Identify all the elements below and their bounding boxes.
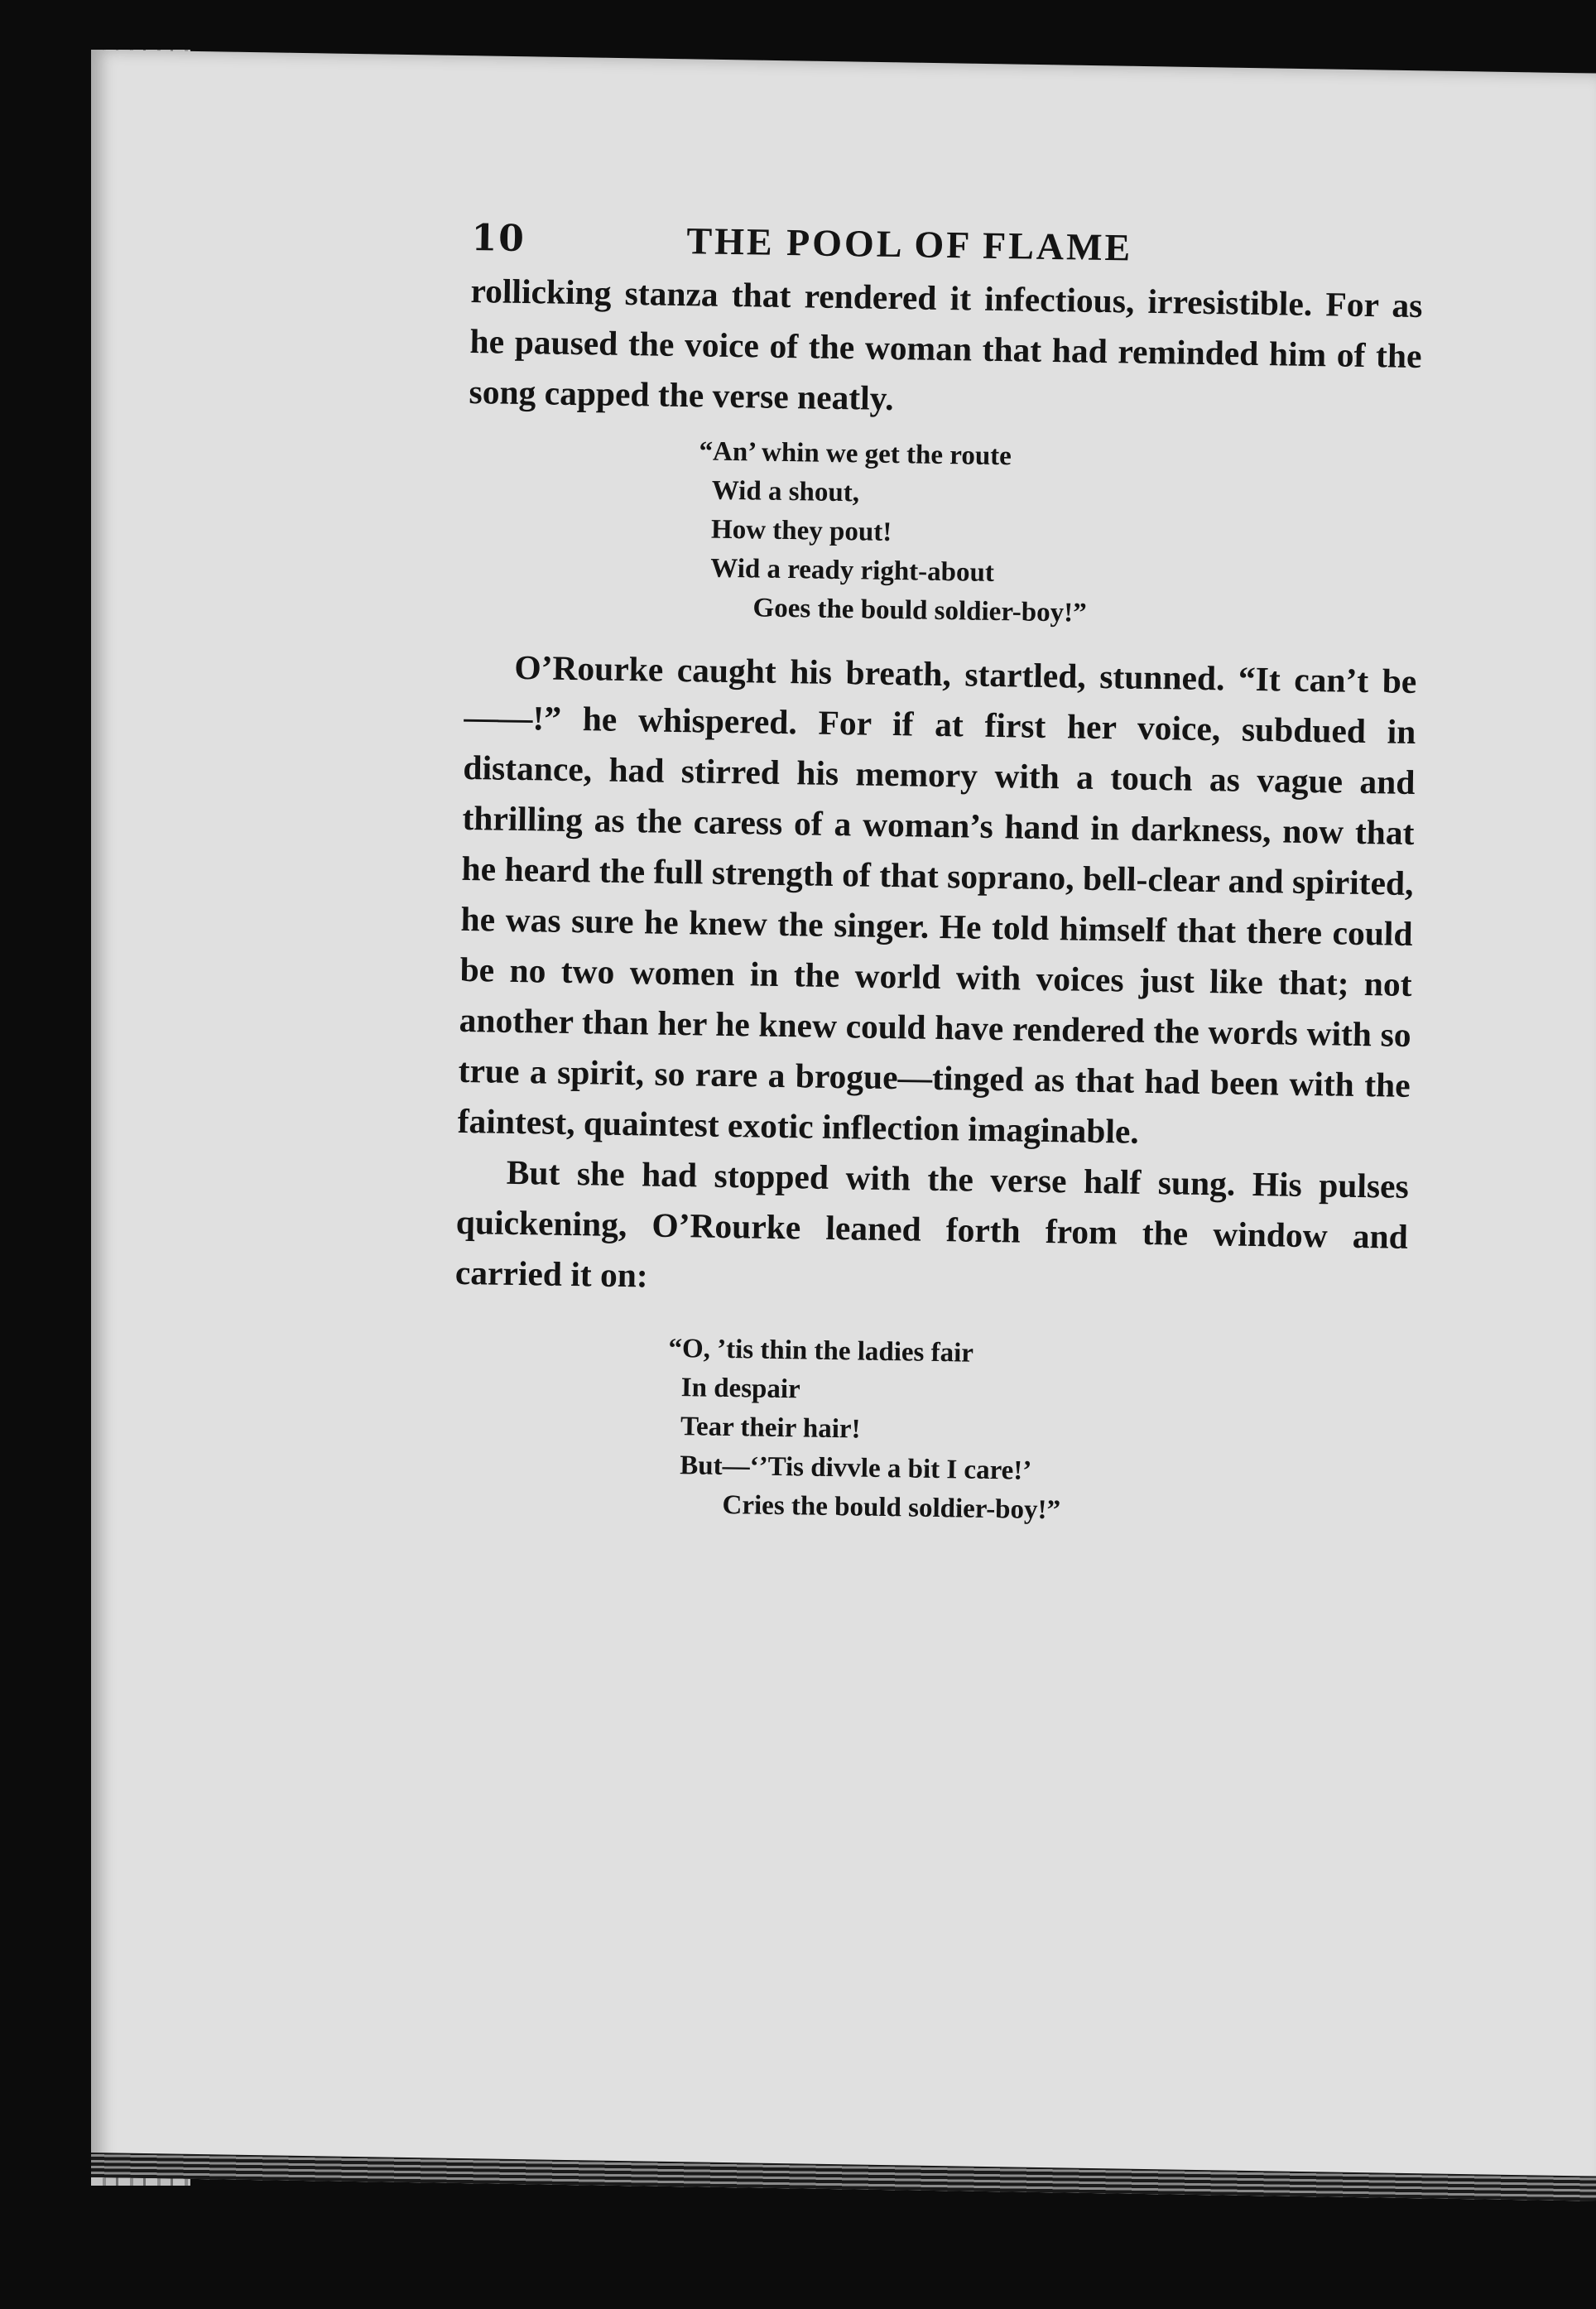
page-text-block	[451, 215, 1424, 1554]
verse-line: Wid a shout,	[711, 475, 860, 508]
verse-stanza-1	[465, 429, 1421, 638]
page-number: 10	[471, 216, 526, 261]
verse-line: Cries the bould soldier-boy!”	[722, 1489, 1061, 1526]
paragraph-1: rollicking stanza that rendered it infectious, irresistible. For as he paused the voice of the woman that had reminded him of the song capped the verse neatly.	[469, 271, 1423, 418]
paragraph-3: But she had stopped with the verse half sung. His pulses quickening, O’Rourke leaned forth from the window and carried it on:	[454, 1152, 1410, 1295]
verse-line: “An’ whin we get the route	[699, 436, 1012, 472]
verse-line: Goes the bould soldier-boy!”	[752, 593, 1087, 628]
verse-stanza-2	[451, 1326, 1406, 1536]
verse-line: In despair	[680, 1373, 801, 1405]
verse-line: Tear their hair!	[680, 1412, 861, 1445]
verse-line: But—‘’Tis divvle a bit I care!’	[680, 1450, 1032, 1486]
running-title: THE POOL OF FLAME	[686, 219, 1133, 269]
verse-line: How they pout!	[710, 514, 892, 548]
verse-line: Wid a ready right-about	[710, 553, 995, 588]
paragraph-2: O’Rourke caught his breath, startled, stunned. “It can’t be——!” he whispered. For if at first her voice, subdued in distance, had stirred his memory with a touch as vague and thrilling as the caress of a woman’s hand in darkness, now that he heard the full strength of that soprano, bell-clear and spirited, he was sure he knew the singer. He told himself that there could be no two women in the world with voices just like that; not another than her he knew could have rendered the words with so true a spirit, so rare a brogue—tinged as that had been with the faintest, quaintest exotic inflection imaginable.	[457, 647, 1417, 1151]
verse-line: “O, ’tis thin the ladies fair	[668, 1333, 974, 1369]
